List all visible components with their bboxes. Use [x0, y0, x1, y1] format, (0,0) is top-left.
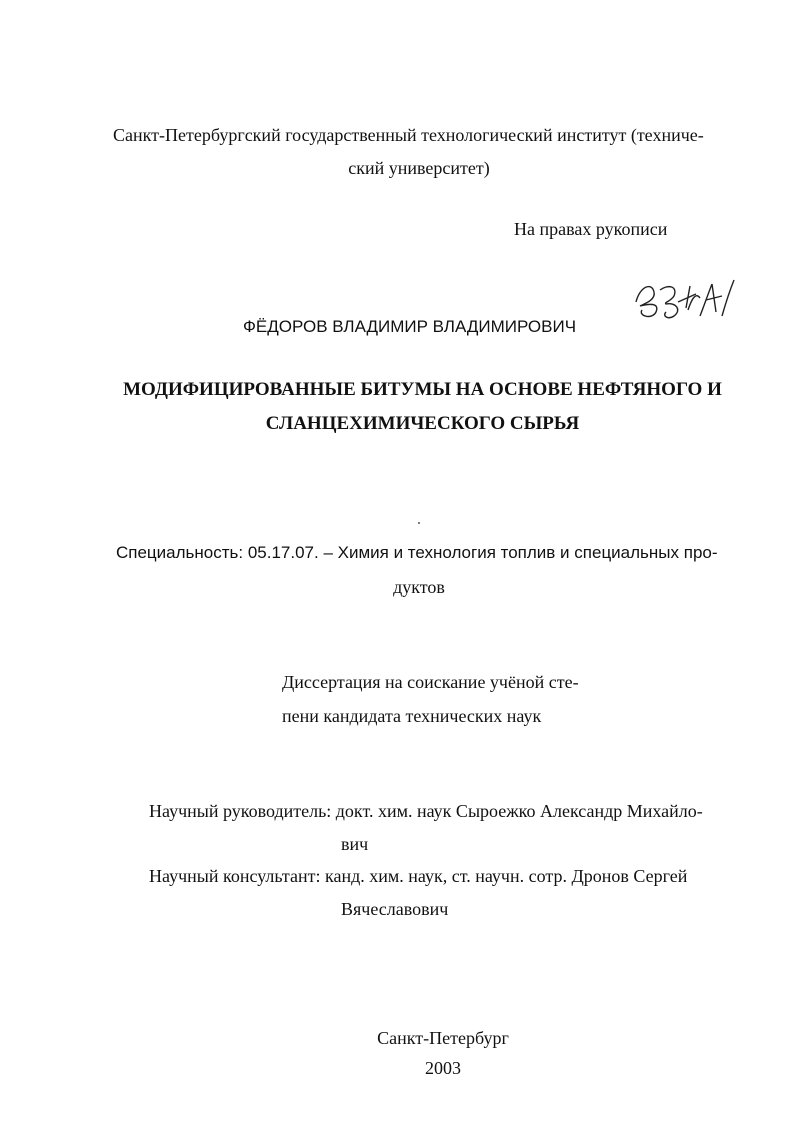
supervisor-line-2: вич [341, 834, 369, 854]
signature-icon [630, 272, 740, 332]
scan-speck [418, 522, 420, 524]
institute-line-2: ский университет) [348, 158, 490, 178]
supervisor-line-1: Научный руководитель: докт. хим. наук Сыроежко Александр Михайло- [149, 801, 703, 821]
dissertation-title-line-2: СЛАНЦЕХИМИЧЕСКОГО СЫРЬЯ [265, 413, 580, 434]
institute-line-1: Санкт-Петербургский государственный технологический институт (техниче- [113, 125, 704, 145]
specialty-line-1: Специальность: 05.17.07. – Химия и технология топлив и специальных про- [116, 543, 718, 562]
consultant-line-2: Вячеславович [341, 899, 449, 919]
author-name: ФЁДОРОВ ВЛАДИМИР ВЛАДИМИРОВИЧ [243, 317, 577, 336]
degree-line-1: Диссертация на соискание учёной сте- [282, 672, 579, 692]
specialty-line-2: дуктов [393, 577, 445, 597]
city: Санкт-Петербург [377, 1028, 509, 1048]
dissertation-title-line-1: МОДИФИЦИРОВАННЫЕ БИТУМЫ НА ОСНОВЕ НЕФТЯНОГО И [123, 379, 722, 400]
degree-line-2: пени кандидата технических наук [282, 706, 542, 726]
year: 2003 [425, 1058, 461, 1078]
consultant-line-1: Научный консультант: канд. хим. наук, ст. научн. сотр. Дронов Сергей [149, 866, 688, 886]
rights-note: На правах рукописи [514, 219, 668, 239]
